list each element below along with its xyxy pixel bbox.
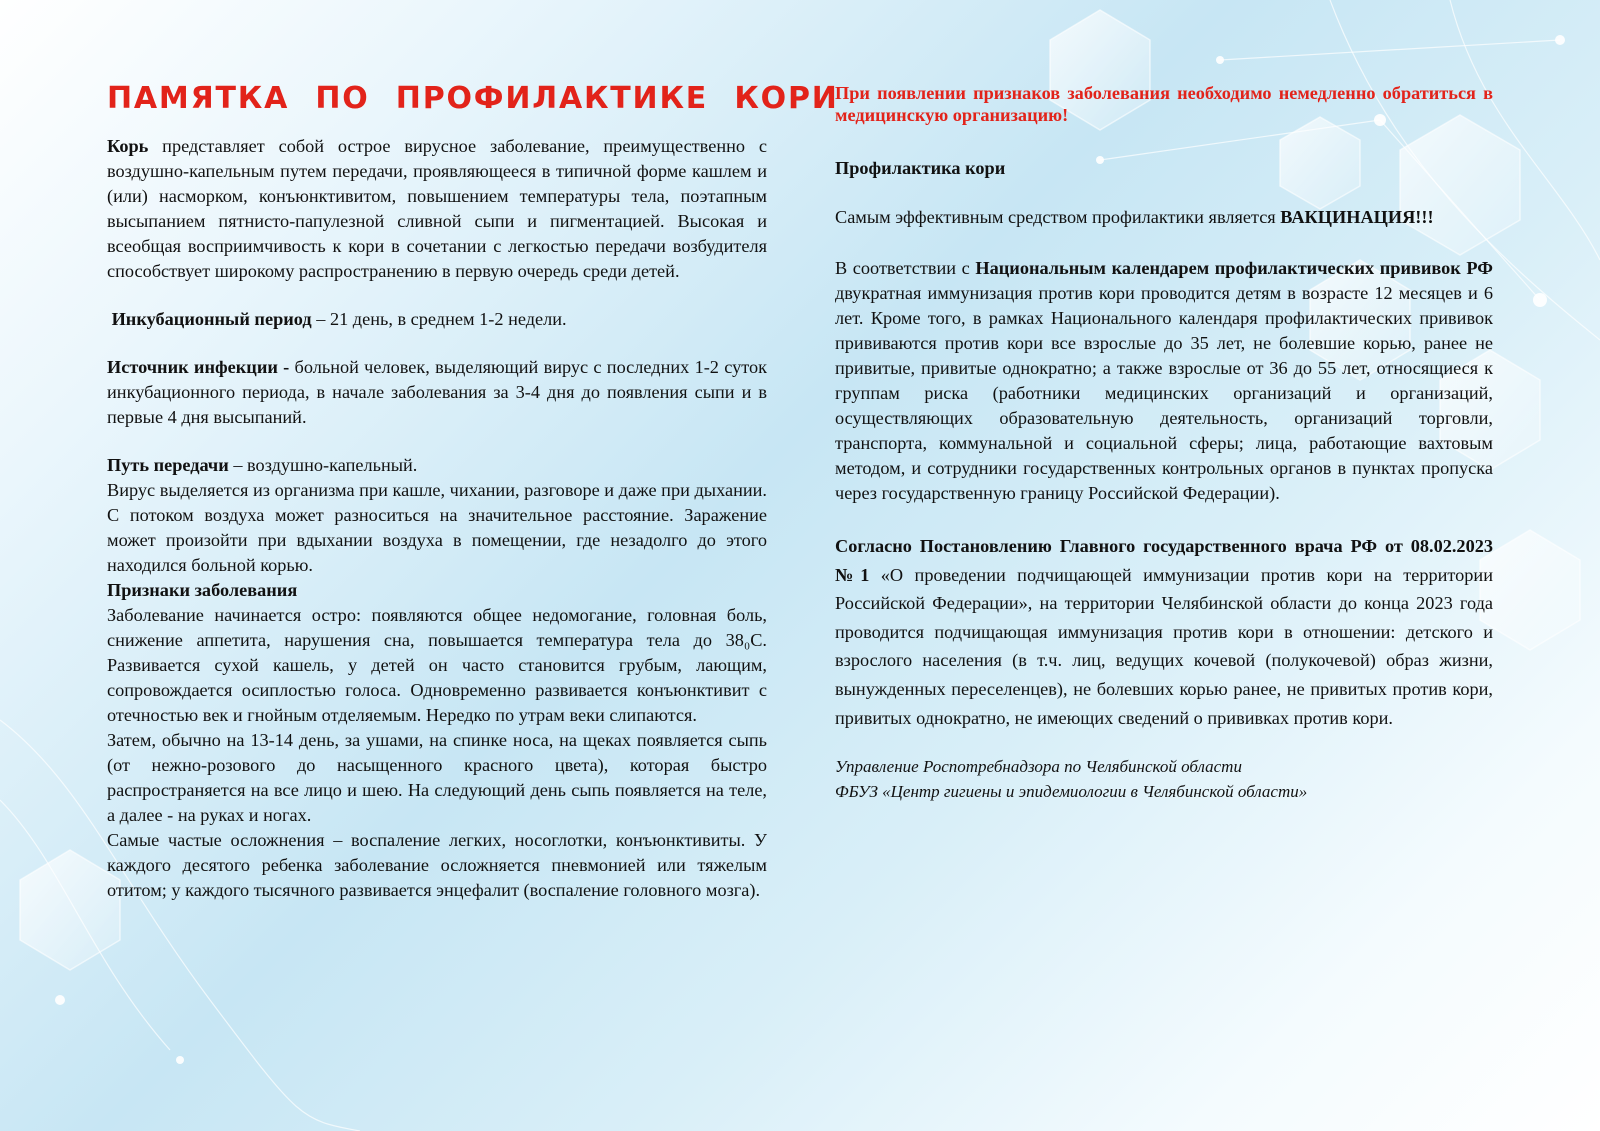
signs-paragraph-1: Заболевание начинается остро: появляются общее недомогание, головная боль, снижение аппетита, нарушения сна, повышается температура тела до 38₀С. Развивается сухой кашель, у детей он часто становится грубым, лающим, сопровождается осиплостью голоса. Одновременно развивается конъюнктивит с отечностью век и гнойным отделяемым. Нередко по утрам веки слипаются. xyxy=(107,605,767,725)
incubation-paragraph xyxy=(107,307,767,332)
resolution-text: «О проведении подчищающей иммунизации против кори на территории Российской Федерации», на территории Челябинской области до конца 2023 года проводится подчищающая иммунизация против кори в отношении: детского и взрослого населения (в т.ч. лиц, ведущих кочевой (полукочевой) образ жизни, вынужденных переселенцев), не болевших корью ранее, не привитых против кори, привитых однократно, не имеющих сведений о прививках против кори. xyxy=(835,564,1493,728)
intro-paragraph xyxy=(107,134,767,284)
source-term: Источник инфекции - xyxy=(107,357,290,377)
transmission-text: – воздушно-капельный. xyxy=(228,455,418,475)
page-title: ПАМЯТКА ПО ПРОФИЛАКТИКЕ КОРИ xyxy=(107,81,839,116)
calendar-paragraph: В соответствии с Национальным календарем профилактических прививок РФ двукратная иммунизация против кори проводится детям в возрасте 12 месяцев и 6 лет. Кроме того, в рамках Национального календаря профилактических прививок прививаются против кори все взрослые до 35 лет, не болевшие корью, ранее не привитые, привитые однократно; а также взрослые от 36 до 55 лет, относящиеся к группам риска (работники медицинских организаций и организаций, осуществляющих образовательную деятельность, организаций торговли, транспорта, коммунальной и социальной сферы; лица, работающие вахтовым методом, и сотрудники государственных контрольных органов в пунктах пропуска через государственную границу Российской Федерации). xyxy=(835,258,1493,503)
calendar-emphasis: Национальным календарем профилактических прививок РФ xyxy=(975,258,1493,278)
signs-heading: Признаки заболевания xyxy=(107,580,298,600)
source-paragraph xyxy=(107,355,767,430)
calendar-text: двукратная иммунизация против кори проводится детям в возрасте 12 месяцев и 6 лет. Кроме того, в рамках Национального календаря профилактических прививок прививаются против кори все взрослые до 35 лет, не болевшие корью, ранее не привитые, привитые однократно; а также взрослые от 36 до 55 лет, относящиеся к группам риска (работники медицинских организаций и организаций, осуществляющих образовательную деятельность, организаций торговли, транспорта, коммунальной и социальной сферы; лица, работающие вахтовым методом, и сотрудники государственных контрольных органов в пунктах пропуска через государственную границу Российской Федерации). xyxy=(835,283,1493,503)
signature-line-2: ФБУЗ «Центр гигиены и эпидемиологии в Челябинской области» xyxy=(835,782,1308,802)
resolution-emphasis: Согласно Постановлению Главного государственного врача РФ от 08.02.2023 №1 xyxy=(835,536,1493,585)
alert-text: При появлении признаков заболевания необходимо немедленно обратиться в медицинскую организацию! xyxy=(835,83,1493,125)
vaccination-emphasis: ВАКЦИНАЦИЯ!!! xyxy=(1280,207,1434,227)
vaccination-paragraph xyxy=(835,205,1493,230)
intro-term: Корь xyxy=(107,136,149,156)
prevention-heading: Профилактика кори xyxy=(835,158,1006,178)
transmission-paragraph xyxy=(107,453,767,478)
incubation-term: Инкубационный период xyxy=(111,309,312,329)
signs-paragraph-3: Самые частые осложнения – воспаление легких, носоглотки, конъюнктивиты. У каждого десятого ребенка заболевание осложняется пневмонией или тяжелым отитом; у каждого тысячного развивается энцефалит (воспаление головного мозга). xyxy=(107,830,767,900)
vaccination-text: Самым эффективным средством профилактики является xyxy=(835,207,1281,227)
intro-text: представляет собой острое вирусное заболевание, преимущественно с воздушно-капельным путем передачи, проявляющееся в типичной форме кашлем и (или) насморком, конъюнктивитом, повышением температуры тела, поэтапным высыпанием пятнисто-папулезной сливной сыпи и пигментацией. Высокая и всеобщая восприимчивость к кори в сочетании с легкостью передачи возбудителя способствует широкому распространению в первую очередь среди детей. xyxy=(107,136,767,281)
left-column xyxy=(107,81,839,903)
signs-paragraph-2: Затем, обычно на 13-14 день, за ушами, на спинке носа, на щеках появляется сыпь (от нежно-розового до насыщенного красного цвета), которая быстро распространяется на все лицо и шею. На следующий день сыпь появляется на теле, а далее - на руках и ногах. xyxy=(107,730,767,825)
incubation-text: – 21 день, в среднем 1-2 недели. xyxy=(311,309,567,329)
transmission-term: Путь передачи xyxy=(107,455,229,475)
resolution-paragraph xyxy=(835,532,1493,732)
transmission-details: Вирус выделяется из организма при кашле, чихании, разговоре и даже при дыхании. С потоком воздуха может разноситься на значительное расстояние. Заражение может произойти при вдыхании воздуха в помещении, где незадолго до этого находился больной корью. xyxy=(107,480,767,575)
signature-line-1: Управление Роспотребнадзора по Челябинской области xyxy=(835,757,1242,777)
right-column xyxy=(835,82,1493,804)
source-text: больной человек, выделяющий вирус с последних 1-2 суток инкубационного периода, в начале заболевания за 3-4 дня до появления сыпи и в первые 4 дня высыпаний. xyxy=(107,357,768,427)
